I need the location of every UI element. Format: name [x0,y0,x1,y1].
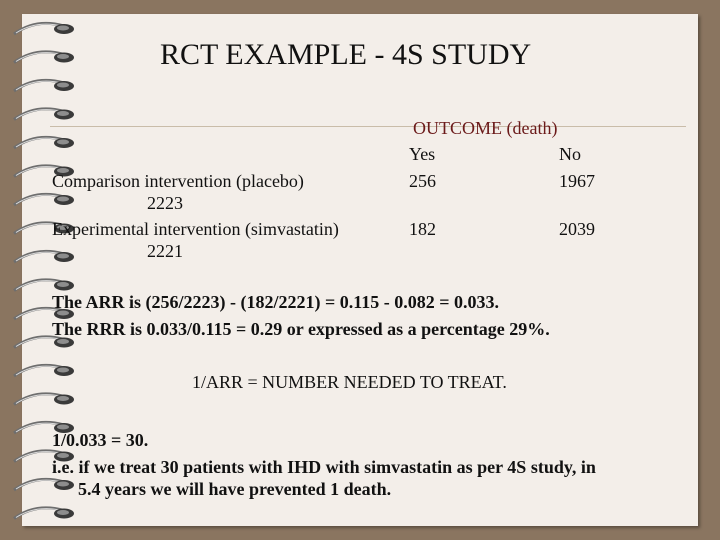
binding-ring [14,137,74,148]
row-simvastatin-no: 2039 [559,219,595,239]
binding-ring [14,280,74,291]
binding-ring [14,508,74,519]
column-no-header: No [559,144,581,164]
slide-title: RCT EXAMPLE - 4S STUDY [160,38,532,71]
conclusion-line-2: 5.4 years we will have prevented 1 death. [78,479,392,499]
row-simvastatin-label: Experimental intervention (simvastatin) [52,219,339,239]
binding-ring [14,109,74,120]
row-simvastatin-total: 2221 [147,241,183,261]
rrr-calculation: The RRR is 0.033/0.115 = 0.29 or expressed as a percentage 29%. [52,319,550,339]
binding-ring [14,365,74,376]
divider-line [50,126,686,127]
nnt-definition: 1/ARR = NUMBER NEEDED TO TREAT. [192,372,507,392]
row-placebo-label: Comparison intervention (placebo) [52,171,304,191]
binding-ring [14,394,74,405]
row-placebo-no: 1967 [559,171,595,191]
conclusion-line-1: i.e. if we treat 30 patients with IHD with simvastatin as per 4S study, in [52,457,596,477]
arr-calculation: The ARR is (256/2223) - (182/2221) = 0.115 - 0.082 = 0.033. [52,292,500,312]
nnt-calculation: 1/0.033 = 30. [52,430,149,450]
binding-ring [14,479,74,490]
binding-ring [14,23,74,34]
binding-ring [14,251,74,262]
outcome-header: OUTCOME (death) [413,118,558,138]
row-placebo-yes: 256 [409,171,436,191]
column-yes-header: Yes [409,144,436,164]
binding-ring [14,194,74,205]
row-placebo-total: 2223 [147,193,183,213]
binding-ring [14,80,74,91]
binding-ring [14,52,74,63]
row-simvastatin-yes: 182 [409,219,436,239]
